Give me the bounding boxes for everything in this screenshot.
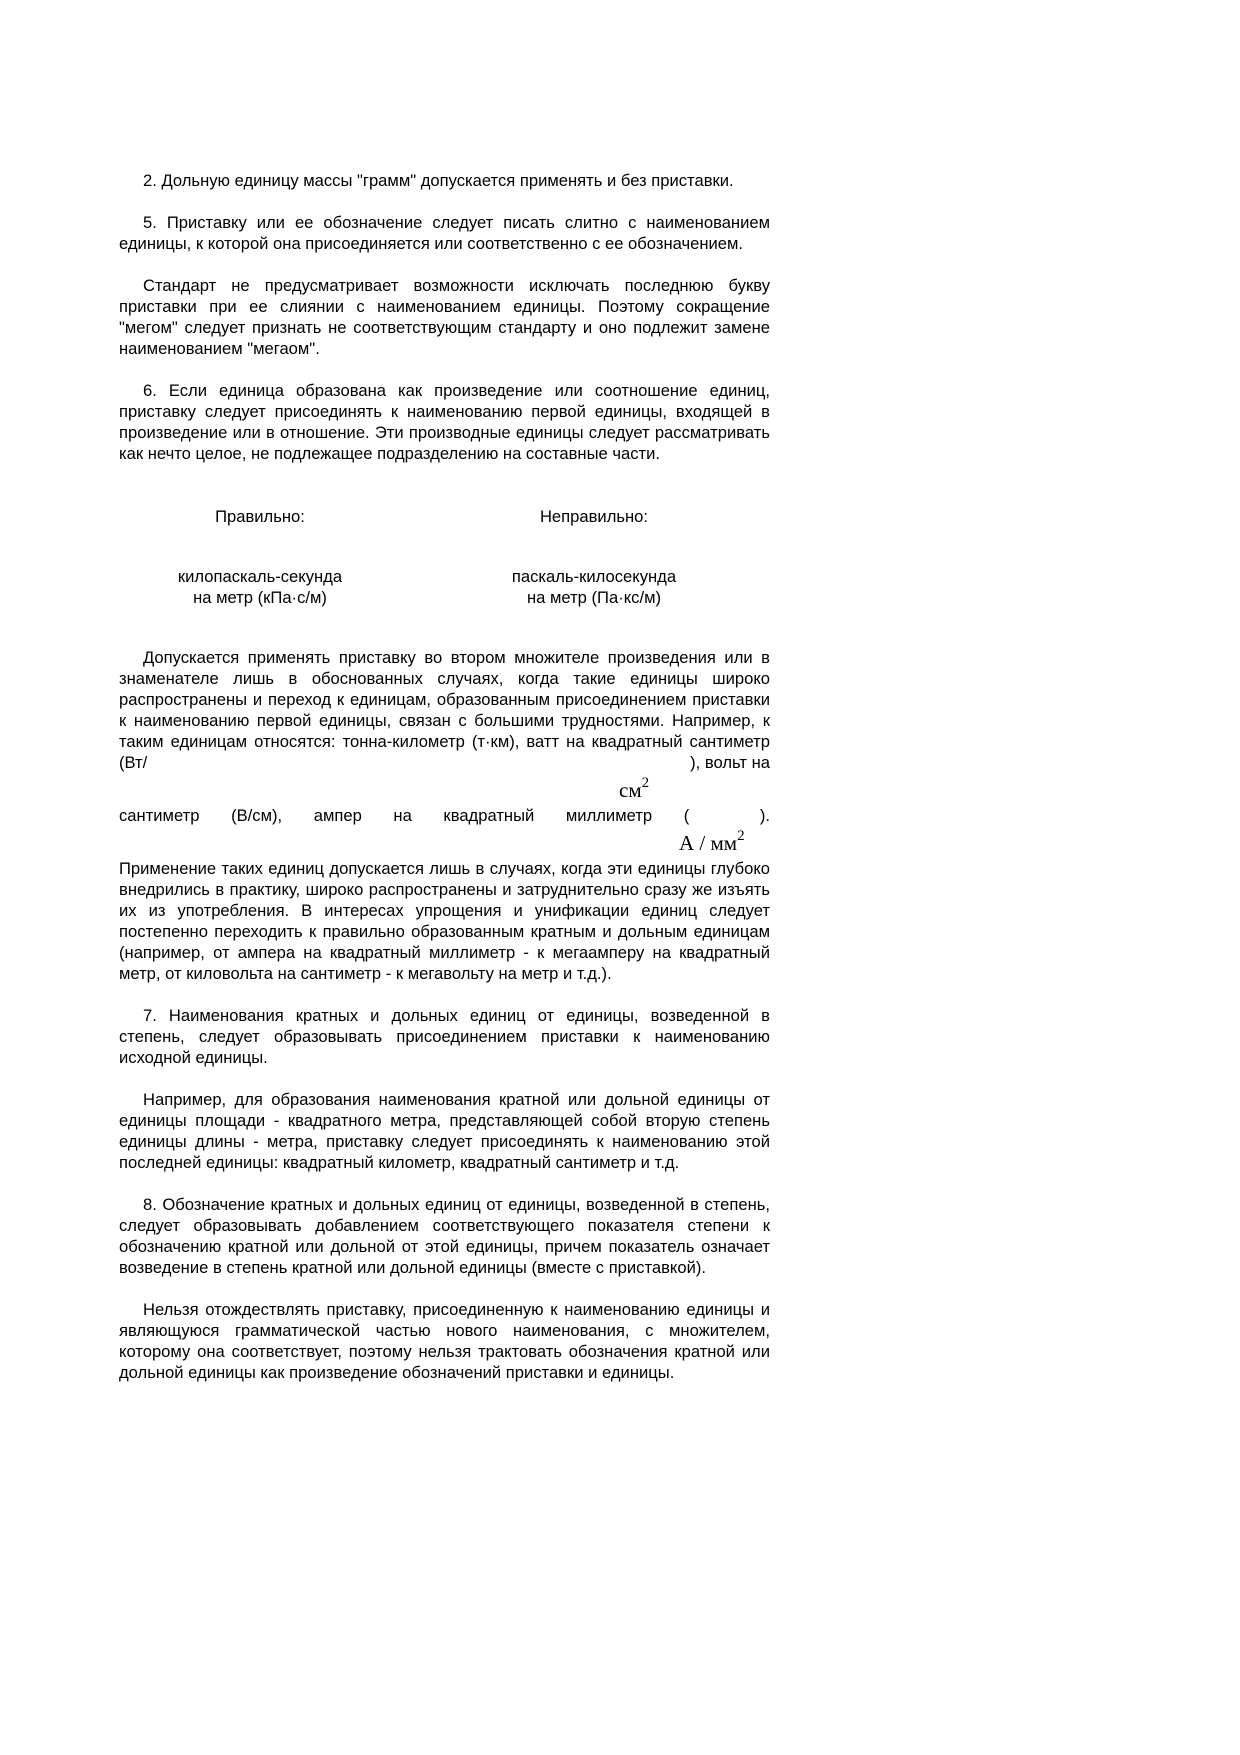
formula-cm2-exp: 2 (641, 775, 650, 791)
example-units (119, 566, 770, 626)
formula-a-mm2-exp: 2 (737, 828, 745, 844)
formula-a-mm2 (679, 828, 745, 854)
formula-line-2 (119, 826, 770, 858)
paragraph-8: 8. Обозначение кратных и дольных единиц от единицы, возведенной в степень, следует образовывать добавлением соответствующего показателя степени к обозначению кратной или дольной от этой единицы, причем показатель означает возведение в степень кратной или дольной единицы (вместе с приставкой). (119, 1195, 770, 1277)
incorrect-example (464, 566, 724, 608)
formula-cm2 (619, 775, 649, 801)
paragraph-2: 2. Дольную единицу массы "грамм" допускается применять и без приставки. (143, 171, 734, 190)
incorrect-label: Неправильно: (539, 507, 649, 526)
incorrect-example-line2: на метр (Па·кс/м) (526, 588, 662, 607)
ampere-line-text: сантиметр (В/см), ампер на квадратный миллиметр ( (119, 806, 690, 825)
formula-line-1 (119, 773, 770, 805)
formula-cm2-base: см (619, 778, 642, 802)
paragraph-6: 6. Если единица образована как произведение или соотношение единиц, приставку следует присоединять к наименованию первой единицы, входящей в произведение или в отношение. Эти производные единицы следует рассматривать как нечто целое, не подлежащее подразделению на составные части. (119, 381, 770, 463)
paragraph-example-area: Например, для образования наименования кратной или дольной единицы от единицы площади - квадратного метра, представляющей собой вторую степень единицы длины - метра, приставку следует присоединять к наименованию этой последней единицы: квадратный километр, квадратный сантиметр и т.д. (119, 1090, 770, 1172)
paragraph-prefix-usage (119, 647, 770, 984)
correct-example-line1: килопаскаль-секунда (177, 567, 343, 586)
paragraph-standard: Стандарт не предусматривает возможности исключать последнюю букву приставки при ее слиянии с наименованием единицы. Поэтому сокращение "мегом" следует признать не соответствующим стандарту и оно подлежит замене наименованием "мегаом". (119, 276, 770, 358)
paragraph-application: Применение таких единиц допускается лишь в случаях, когда эти единицы глубоко внедрились в практику, широко распространены и затруднительно сразу же изъять их из употребления. В интересах упрощения и унификации единиц следует постепенно переходить к правильно образованным кратным и дольным единицам (например, от ампера на квадратный миллиметр - к мегаамперу на квадратный метр, от киловольта на сантиметр - к мегавольту на метр и т.д.). (119, 859, 770, 983)
ampere-line (119, 805, 770, 826)
correct-example (130, 566, 390, 608)
incorrect-example-line1: паскаль-килосекунда (511, 567, 677, 586)
paragraph-prefix-usage-text: Допускается применять приставку во втором множителе произведения или в знаменателе лишь в обоснованных случаях, когда такие единицы широко распространены и переход к единицам, образованным присоединением приставки к наименованию первой единицы, связан с большими трудностями. Например, к таким единицам относятся: тонна-километр (т·км), ватт на квадратный сантиметр (Вт/ (119, 648, 770, 772)
document-page (119, 170, 770, 1383)
paragraph-5: 5. Приставку или ее обозначение следует писать слитно с наименованием единицы, к которой она присоединяется или соответственно с ее обозначением. (119, 213, 770, 253)
paragraph-prefix-note: Нельзя отождествлять приставку, присоединенную к наименованию единицы и являющуюся грамматической частью нового наименования, с множителем, которому она соответствует, поэтому нельзя трактовать обозначения кратной или дольной единицы как произведение обозначений приставки и единицы. (119, 1300, 770, 1382)
formula-a-mm2-base: А / мм (679, 831, 738, 855)
paragraph-7: 7. Наименования кратных и дольных единиц от единицы, возведенной в степень, следует образовывать присоединением приставки к наименованию исходной единицы. (119, 1006, 770, 1067)
correct-example-line2: на метр (кПа·с/м) (193, 588, 327, 607)
paragraph-prefix-usage-end: ), вольт на (684, 752, 770, 773)
example-headers (119, 506, 770, 566)
correct-label: Правильно: (215, 507, 305, 526)
ampere-line-end: ). (759, 806, 770, 825)
